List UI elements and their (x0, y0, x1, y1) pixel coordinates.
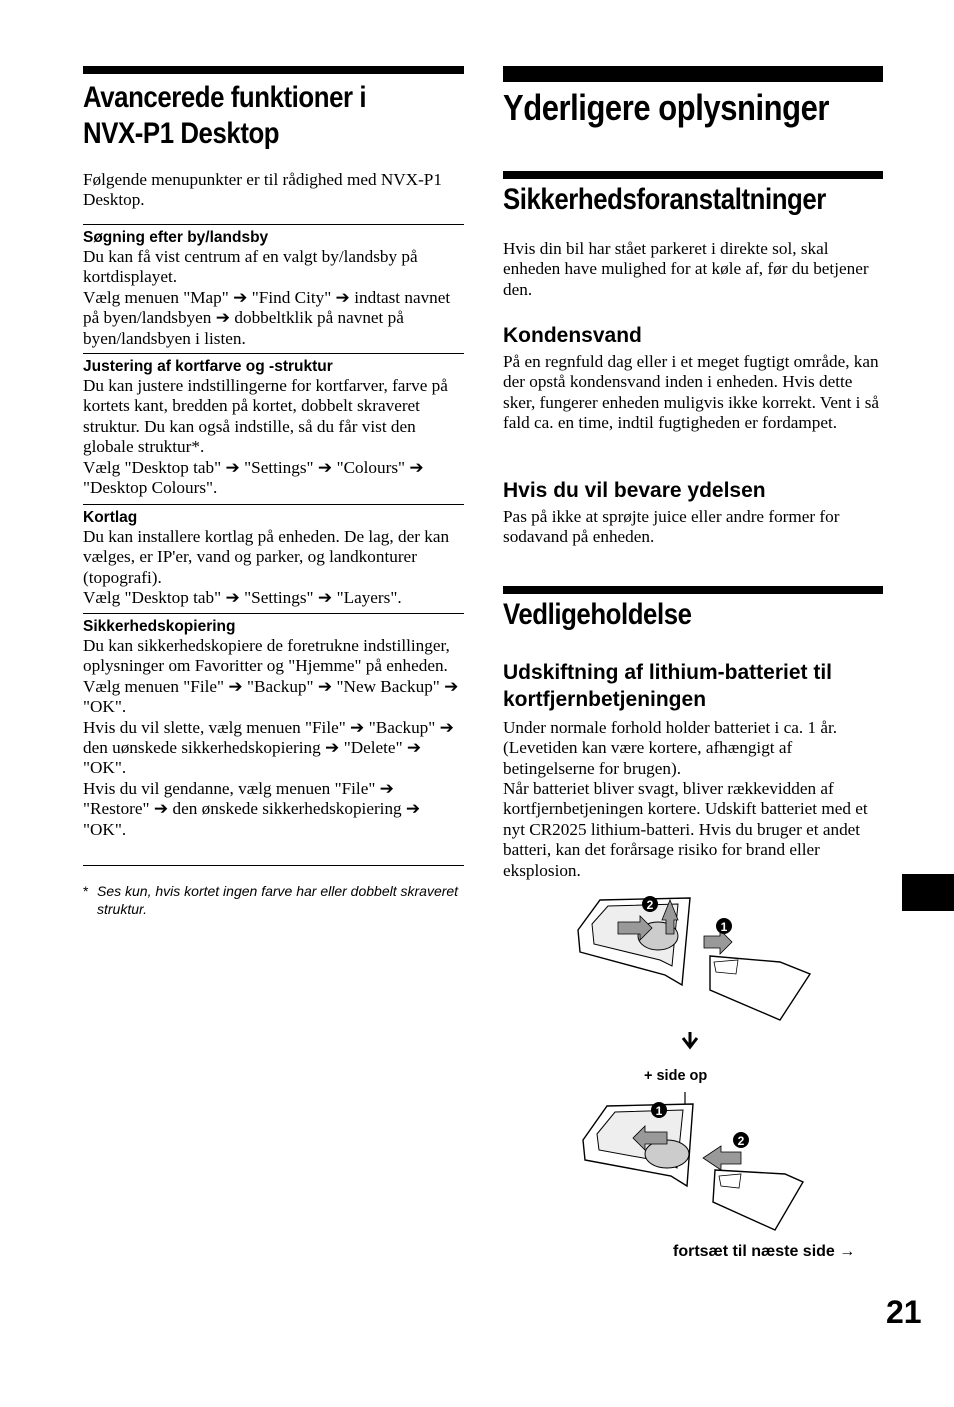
battery-insert-illustration (575, 1090, 815, 1240)
section-thumb-tab (902, 874, 954, 911)
section-path: Vælg "Desktop tab" ➔ "Settings" ➔ "Colours" ➔ "Desktop Colours". (83, 457, 424, 498)
footnote-text: Ses kun, hvis kortet ingen farve har eller dobbelt skraveret struktur. (97, 883, 459, 917)
down-arrow-icon (678, 1030, 702, 1054)
section-search-city (83, 228, 464, 349)
divider (83, 613, 464, 614)
condensation-heading: Kondensvand (503, 324, 642, 347)
left-intro: Følgende menupunkter er til rådighed med NVX-P1 Desktop. (83, 170, 442, 210)
divider (83, 224, 464, 225)
attach-arrow (703, 1146, 741, 1170)
section-heading: Justering af kortfarve og -struktur (83, 358, 333, 375)
left-column (83, 66, 464, 926)
maintenance-title: Vedligeholdelse (503, 598, 692, 631)
performance-text: Pas på ikke at sprøjte juice eller andre former for sodavand på enheden. (503, 507, 840, 547)
section-path: Vælg menuen "Map" ➔ "Find City" ➔ indtast navnet på byen/landsbyen ➔ dobbeltklik på navnet på byen/landsbyen i listen. (83, 287, 451, 348)
section-text: Du kan installere kortlag på enheden. De lag, der kan vælges, er IP'er, vand og parker, og landkonturer (topografi). (83, 527, 450, 587)
side-up-label: + side op (644, 1068, 708, 1084)
section-backup (83, 617, 464, 840)
divider (83, 504, 464, 505)
step-badge-label: 1 (655, 1104, 663, 1118)
footnote-mark: * (83, 883, 89, 899)
section-path-restore: Hvis du vil gendanne, vælg menuen "File" ➔ "Restore" ➔ den ønskede sikkerhedskopiering ➔ "OK". (83, 778, 421, 839)
divider (83, 353, 464, 354)
step-badge-label: 1 (720, 920, 728, 934)
section-text: Du kan justere indstillingerne for kortfarver, farve på kortets kant, bredden på kortet, dobbelt skraveret struktur. Du kan også indstille, så du får vist den globale struktur*. (83, 376, 448, 457)
remove-arrow (704, 930, 732, 954)
main-title-rule (503, 66, 883, 82)
page-number: 21 (886, 1294, 922, 1330)
main-title: Yderligere oplysninger (503, 87, 830, 128)
section-rule (503, 171, 883, 179)
title-rule (83, 66, 464, 74)
battery-text-2: Når batteriet bliver svagt, bliver rækkevidden af kortfjernbetjeningen kortere. Udskift batteriet med et nyt CR2025 lithium-batteri. Hvis du bruger et andet batteri, kan det forårsage risiko for brand eller eksplosion. (503, 779, 868, 880)
section-path: Vælg "Desktop tab" ➔ "Settings" ➔ "Layers". (83, 588, 402, 608)
section-map-colour (83, 357, 464, 498)
section-heading: Sikkerhedskopiering (83, 618, 236, 635)
step-badge-label: 2 (646, 898, 654, 912)
section-path-delete: Hvis du vil slette, vælg menuen "File" ➔ "Backup" ➔ den uønskede sikkerhedskopiering ➔ "Delete" ➔ "OK". (83, 717, 454, 778)
section-heading: Søgning efter by/landsby (83, 229, 269, 246)
section-text: Du kan få vist centrum af en valgt by/landsby på kortdisplayet. (83, 247, 418, 287)
section-text: Du kan sikkerhedskopiere de foretrukne indstillinger, oplysninger om Favoritter og "Hjemme" på enheden. (83, 636, 450, 676)
safety-text: Hvis din bil har stået parkeret i direkte sol, skal enheden have mulighed for at køle af, før du betjener den. (503, 239, 869, 299)
cover-latch (719, 1174, 741, 1188)
cover-latch (714, 960, 738, 974)
section-path: Vælg menuen "File" ➔ "Backup" ➔ "New Backup" ➔ "OK". (83, 676, 459, 717)
continue-next-page: fortsæt til næste side → (673, 1243, 856, 1260)
battery-text-1: Under normale forhold holder batteriet i ca. 1 år. (Levetiden kan være kortere, afhængigt af betingelserne for brugen). (503, 718, 838, 778)
safety-title: Sikkerhedsforanstaltninger (503, 183, 826, 216)
footnote (83, 882, 464, 918)
performance-heading: Hvis du vil bevare ydelsen (503, 479, 766, 502)
left-title-line2: NVX-P1 Desktop (83, 117, 280, 150)
condensation-text: På en regnfuld dag eller i et meget fugtigt område, kan der opstå kondensvand inden i enheden. Hvis dette sker, fungerer enheden muligvis ikke korrekt. Vent i så fald ca. en time, indtil fugtigheden er fordampet. (503, 352, 880, 433)
battery-remove-illustration (570, 890, 820, 1030)
section-map-layers (83, 508, 464, 609)
divider (83, 865, 464, 866)
left-title-line1: Avancerede funktioner i (83, 81, 367, 114)
section-heading: Kortlag (83, 509, 138, 526)
step-badge-label: 2 (737, 1134, 745, 1148)
battery-heading: Udskiftning af lithium-batteriet til kortfjernbetjeningen (503, 661, 832, 711)
section-rule (503, 586, 883, 594)
